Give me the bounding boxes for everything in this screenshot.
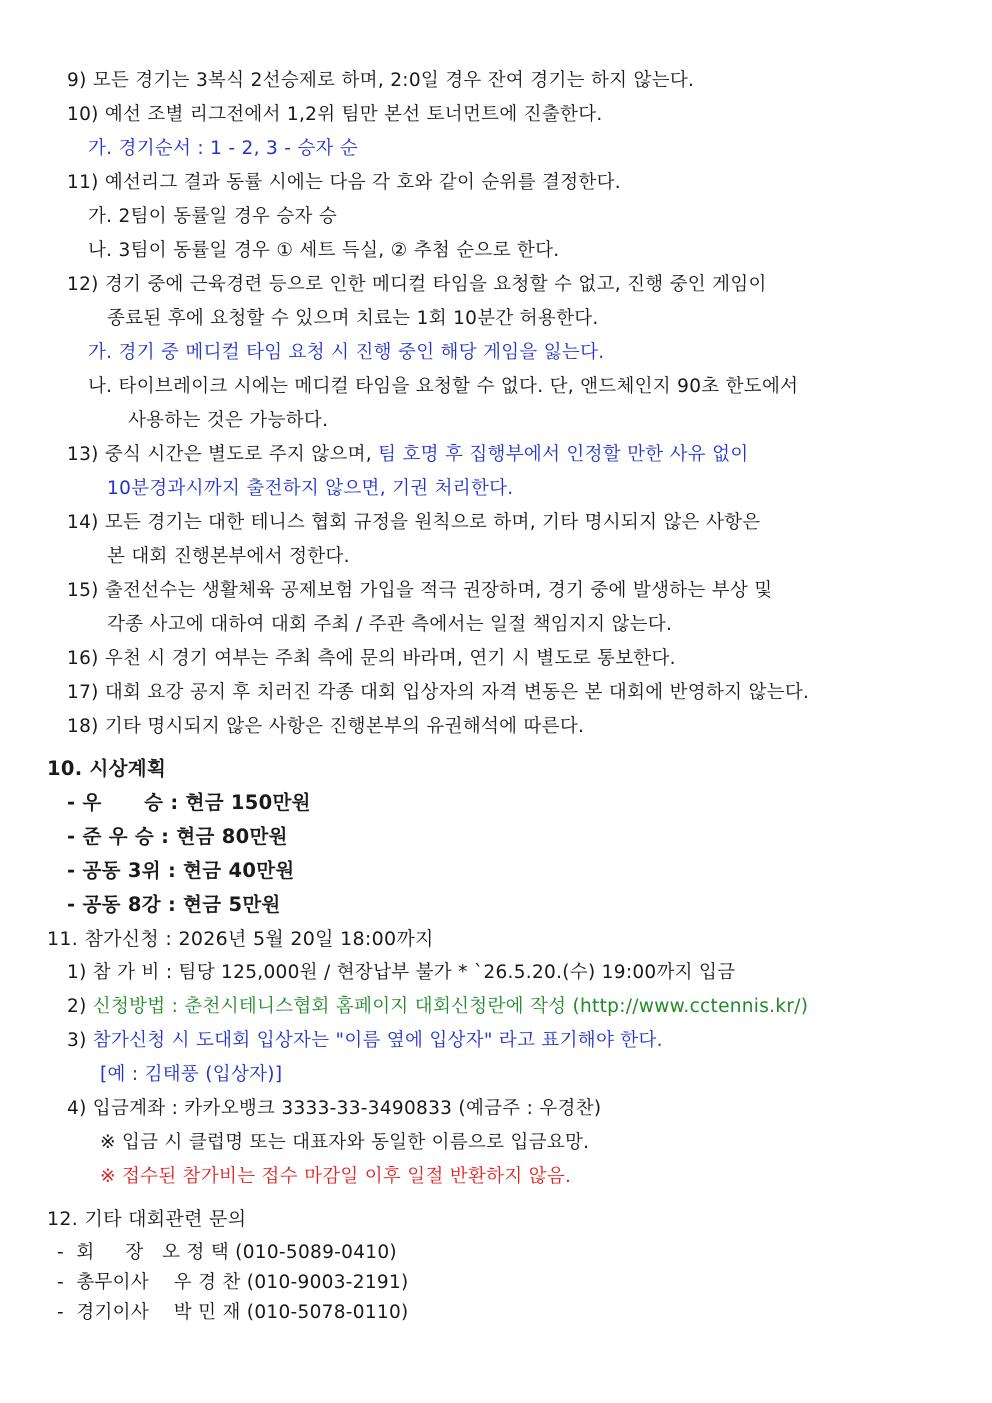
- rule-14-line2: 본 대회 진행본부에서 정한다.: [107, 546, 350, 567]
- registration-method-number: 2): [67, 996, 93, 1017]
- registration-heading: 11. 참가신청 : 2026년 5월 20일 18:00까지: [47, 928, 434, 950]
- rule-12-na-line2: 사용하는 것은 가능하다.: [128, 410, 329, 431]
- rule-10-ga: 가. 경기순서 : 1 - 2, 3 - 승자 순: [88, 138, 359, 159]
- registration-method: [67, 995, 808, 1019]
- rule-13-text: 13) 중식 시간은 별도로 주지 않으며,: [67, 444, 379, 465]
- rule-9: 9) 모든 경기는 3복식 2선승제로 하며, 2:0일 경우 잔여 경기는 하지 않는다.: [67, 70, 695, 91]
- rule-18: 18) 기타 명시되지 않은 사항은 진행본부의 유권해석에 따른다.: [67, 716, 585, 737]
- registration-winner-note: [67, 1029, 663, 1053]
- award-item: - 우 승 : 현금 150만원: [67, 791, 311, 814]
- contact-item: - 회 장 오 정 택 (010-5089-0410): [57, 1242, 397, 1263]
- registration-account: 4) 입금계좌 : 카카오뱅크 3333-33-3490833 (예금주 : 우경찬): [67, 1098, 602, 1119]
- registration-winner-text: 참가신청 시 도대회 입상자는 "이름 옆에 입상자" 라고 표기해야 한다.: [92, 1030, 663, 1051]
- award-item: - 공동 3위 : 현금 40만원: [67, 859, 295, 882]
- contact-item: - 총무이사 우 경 찬 (010-9003-2191): [57, 1272, 409, 1293]
- registration-fee: 1) 참 가 비 : 팀당 125,000원 / 현장납부 불가 * `26.5.20.(수) 19:00까지 입금: [67, 962, 736, 983]
- rule-13-highlight: 팀 호명 후 집행부에서 인정할 만한 사유 없이: [378, 444, 749, 465]
- registration-refund-note: ※ 접수된 참가비는 접수 마감일 이후 일절 반환하지 않음.: [100, 1166, 572, 1187]
- rule-13-line2: 10분경과시까지 출전하지 않으면, 기권 처리한다.: [107, 478, 514, 499]
- registration-winner-number: 3): [67, 1030, 93, 1051]
- registration-note: ※ 입금 시 클럽명 또는 대표자와 동일한 이름으로 입금요망.: [100, 1132, 590, 1153]
- rule-11-ga: 가. 2팀이 동률일 경우 승자 승: [88, 206, 338, 227]
- rule-17: 17) 대회 요강 공지 후 치러진 각종 대회 입상자의 자격 변동은 본 대회에 반영하지 않는다.: [67, 682, 810, 703]
- registration-winner-example: [예 : 김태풍 (입상자)]: [100, 1064, 283, 1085]
- contact-item: - 경기이사 박 민 재 (010-5078-0110): [57, 1302, 409, 1323]
- rule-12-line2: 종료된 후에 요청할 수 있으며 치료는 1회 10분간 허용한다.: [107, 308, 599, 329]
- rule-10: 10) 예선 조별 리그전에서 1,2위 팀만 본선 토너먼트에 진출한다.: [67, 104, 603, 125]
- rule-15-line1: 15) 출전선수는 생활체육 공제보험 가입을 적극 권장하며, 경기 중에 발생하는 부상 및: [67, 580, 773, 601]
- rule-13-line1: [67, 443, 749, 467]
- rule-14-line1: 14) 모든 경기는 대한 테니스 협회 규정을 원칙으로 하며, 기타 명시되지 않은 사항은: [67, 512, 761, 533]
- rule-16: 16) 우천 시 경기 여부는 주최 측에 문의 바라며, 연기 시 별도로 통보한다.: [67, 648, 676, 669]
- rule-12-na-line1: 나. 타이브레이크 시에는 메디컬 타임을 요청할 수 없다. 단, 앤드체인지 90초 한도에서: [88, 376, 799, 397]
- rule-11-na: 나. 3팀이 동률일 경우 ① 세트 득실, ② 추첨 순으로 한다.: [88, 240, 560, 261]
- contacts-heading: 12. 기타 대회관련 문의: [47, 1208, 247, 1230]
- rule-15-line2: 각종 사고에 대하여 대회 주최 / 주관 측에서는 일절 책임지지 않는다.: [107, 614, 673, 635]
- registration-method-text: 신청방법 : 춘천시테니스협회 홈페이지 대회신청란에 작성 (http://www.cctennis.kr/): [92, 996, 809, 1017]
- awards-heading: 10. 시상계획: [47, 757, 167, 780]
- rule-12-ga: 가. 경기 중 메디컬 타임 요청 시 진행 중인 해당 게임을 잃는다.: [88, 342, 605, 363]
- rule-11: 11) 예선리그 결과 동률 시에는 다음 각 호와 같이 순위를 결정한다.: [67, 172, 621, 193]
- rule-12-line1: 12) 경기 중에 근육경련 등으로 인한 메디컬 타임을 요청할 수 없고, 진행 중인 게임이: [67, 274, 767, 295]
- award-item: - 공동 8강 : 현금 5만원: [67, 893, 281, 916]
- award-item: - 준 우 승 : 현금 80만원: [67, 825, 288, 848]
